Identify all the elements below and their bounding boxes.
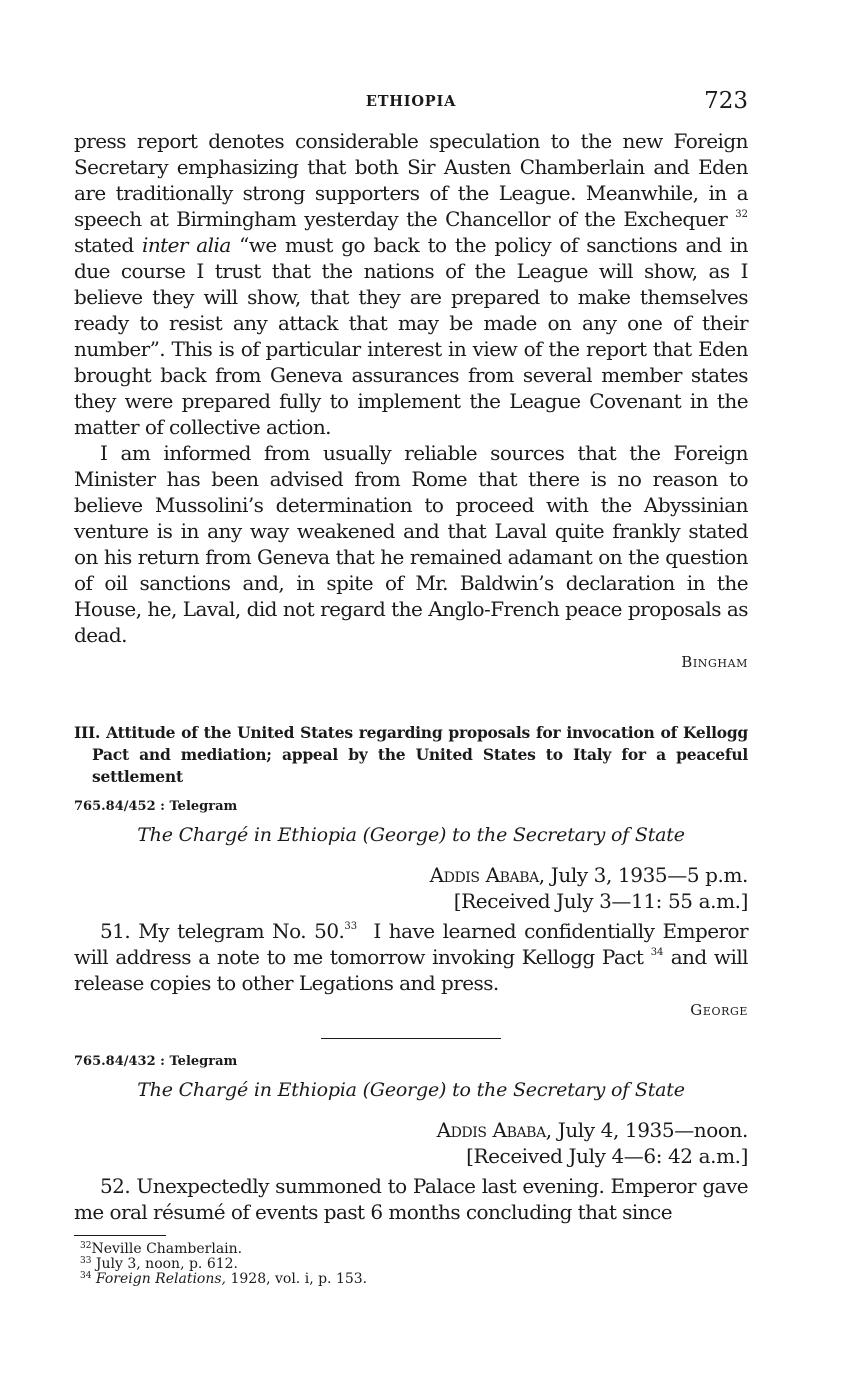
place: Addis Ababa,	[436, 1118, 552, 1142]
footnote-text: 1928, vol. i, p. 153.	[226, 1271, 368, 1287]
footnote-number: 33	[80, 1256, 92, 1266]
telegram-body	[74, 918, 748, 996]
date: July 3, 1935—5 p.m.	[550, 863, 748, 887]
footnotes	[74, 1242, 748, 1287]
title-part: George	[369, 824, 440, 846]
body-text: I have learned confidentially Emperor will address a note to me tomorrow invoking Kellogg Pact	[74, 919, 748, 969]
paragraph-text: “we must go back to the policy of sanctions and in due course I trust that the nations of the League will show, as I believe they will show, that they are prepared to make themselves ready to resist any attack that may be made on any one of their number”. This is of particular interest in view of the report that Eden brought back from Geneva assurances from several member states they were prepared fully to implement the League Covenant in the matter of collective action.	[74, 233, 749, 439]
title-part: The Chargé in Ethiopia	[137, 1079, 357, 1101]
italic-phrase: inter alia	[141, 233, 231, 257]
telegram-document	[74, 1053, 748, 1225]
received-line: [Received July 4—6: 42 a.m.]	[466, 1144, 748, 1168]
document-title: The Chargé in Ethiopia (George) to the Secretary of State	[137, 824, 685, 846]
running-head	[74, 88, 748, 128]
footnote-italic: Foreign Relations,	[95, 1271, 227, 1287]
title-part: to the Secretary of State	[452, 824, 685, 846]
paragraph-text: stated	[74, 233, 134, 257]
paragraph-text: press report denotes considerable speculation to the new Foreign Secretary emphasizing that both Sir Austen Chamberlain and Eden are traditionally strong supporters of the League. Meanwhile, in a speech at Birmingham yesterday the Chancellor of the Exchequer	[74, 129, 748, 231]
place-date-line	[74, 862, 748, 888]
page-number: 723	[704, 88, 748, 114]
file-reference: 765.84/432 : Telegram	[74, 1054, 238, 1069]
footnote-number: 34	[80, 1271, 92, 1281]
document-title: The Chargé in Ethiopia (George) to the Secretary of State	[137, 1079, 685, 1101]
place-date-line	[74, 1117, 748, 1143]
footnote	[80, 1257, 748, 1272]
file-reference: 765.84/452 : Telegram	[74, 799, 238, 814]
body-text: 51. My telegram No. 50.	[100, 919, 345, 943]
date: July 4, 1935—noon.	[557, 1118, 748, 1142]
paragraph: I am informed from usually reliable sources that the Foreign Minister has been advised from Rome that there is no reason to believe Mussolini’s determination to proceed with the Abyssinian venture is in any way weakened and that Laval quite frankly stated on his return from Geneva that he remained adamant on the question of oil sanctions and, in spite of Mr. Baldwin’s declaration in the House, he, Laval, did not regard the Anglo-French peace proposals as dead.	[74, 441, 748, 647]
received-line: [Received July 3—11: 55 a.m.]	[453, 889, 748, 913]
footnote	[80, 1272, 748, 1287]
section-separator	[321, 1038, 501, 1039]
signature: Bingham	[681, 653, 748, 671]
title-part: to the Secretary of State	[452, 1079, 685, 1101]
place: Addis Ababa,	[429, 863, 545, 887]
running-title: ETHIOPIA	[365, 93, 457, 110]
footnote-ref: 34	[650, 947, 664, 958]
signature: George	[690, 1001, 748, 1019]
footnote-text: Neville Chamberlain.	[91, 1241, 243, 1257]
title-part: George	[369, 1079, 440, 1101]
footnote-number: 32	[80, 1241, 92, 1251]
footnote-rule	[74, 1235, 166, 1236]
telegram-document	[74, 798, 748, 1022]
footnote-ref: 33	[344, 921, 358, 932]
body-text: and will release copies to other Legations and press.	[74, 945, 749, 995]
section-heading: III. Attitude of the United States regarding proposals for invocation of Kellogg Pact and mediation; appeal by the United States to Italy for a peaceful settlement	[74, 723, 748, 786]
title-part: The Chargé in Ethiopia	[137, 824, 357, 846]
paragraph-continued	[74, 128, 748, 440]
footnote-text: July 3, noon, p. 612.	[95, 1256, 239, 1272]
footnote	[80, 1242, 748, 1257]
telegram-body: 52. Unexpectedly summoned to Palace last evening. Emperor gave me oral résumé of events past 6 months concluding that since	[74, 1174, 748, 1224]
document-page	[74, 0, 748, 1287]
footnote-ref: 32	[735, 209, 748, 220]
